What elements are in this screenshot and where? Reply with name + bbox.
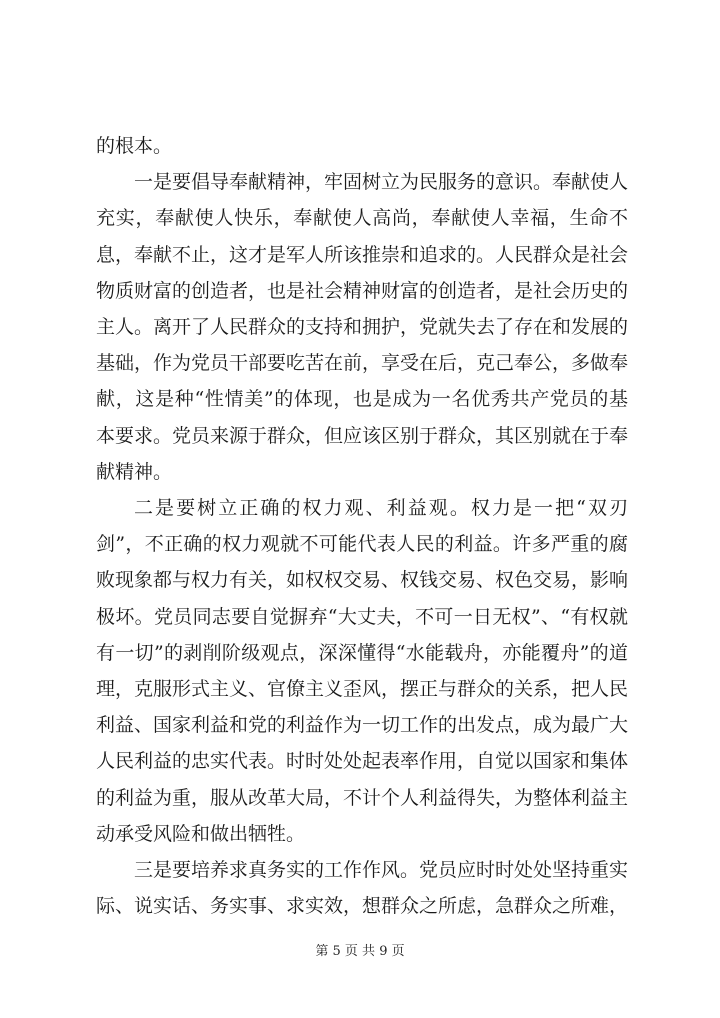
document-body [96, 128, 628, 924]
paragraph-work-style: 三是要培养求真务实的工作作风。党员应时时处处坚持重实际、说实话、务实事、求实效，想群众之所虑，急群众之所难， [96, 859, 629, 918]
paragraph-dedication-spirit: 一是要倡导奉献精神，牢固树立为民服务的意识。奉献使人充实，奉献使人快乐，奉献使人高尚，奉献使人幸福，生命不息，奉献不止，这才是军人所该推崇和追求的。人民群众是社会物质财富的创造者，也是社会精神财富的创造者，是社会历史的主人。离开了人民群众的支持和拥护，党就失去了存在和发展的基础，作为党员干部要吃苦在前，享受在后，克己奉公，多做奉献，这是种“性情美”的体现，也是成为一名优秀共产党员的基本要求。党员来源于群众，但应该区别于群众，其区别就在于奉献精神。 [96, 171, 629, 483]
paragraph-power-view: 二是要树立正确的权力观、利益观。权力是一把“双刃剑”，不正确的权力观就不可能代表人民的利益。许多严重的腐败现象都与权力有关，如权权交易、权钱交易、权色交易，影响极坏。党员同志要自觉摒弃“大丈夫，不可一日无权”、“有权就有一切”的剥削阶级观点，深深懂得“水能载舟，亦能覆舟”的道理，克服形式主义、官僚主义歪风，摆正与群众的关系，把人民利益、国家利益和党的利益作为一切工作的出发点，成为最广大人民利益的忠实代表。时时处处起表率作用，自觉以国家和集体的利益为重，服从改革大局，不计个人利益得失，为整体利益主动承受风险和做出牺牲。 [96, 497, 629, 845]
page-number-footer: 第 5 页 共 9 页 [315, 944, 405, 959]
paragraph-continuation: 的根本。 [96, 135, 173, 157]
